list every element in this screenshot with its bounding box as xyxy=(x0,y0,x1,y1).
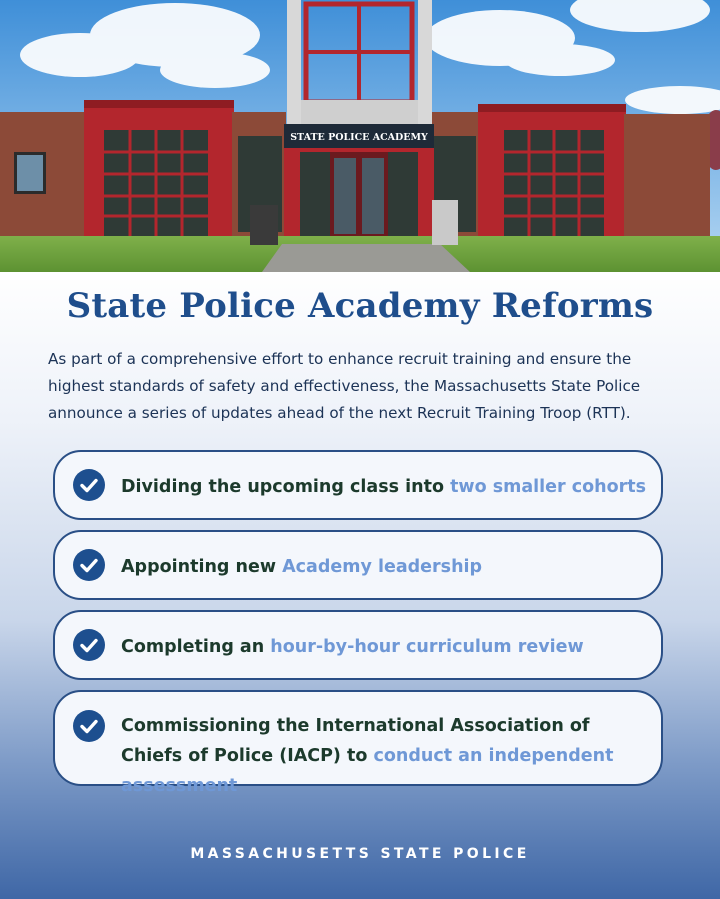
reform-item-curriculum xyxy=(53,610,663,680)
reform-highlight: hour-by-hour curriculum review xyxy=(270,637,584,657)
check-circle-icon xyxy=(73,710,105,742)
check-circle-icon xyxy=(73,469,105,501)
building-sign: STATE POLICE ACADEMY xyxy=(290,132,428,143)
reform-highlight: two smaller cohorts xyxy=(450,477,647,497)
reform-lead: Appointing new xyxy=(121,557,283,577)
intro-paragraph: As part of a comprehensive effort to enhance recruit training and ensure the highest standards of safety and effectiveness, the Massachusetts State Police announce a series of updates ahead of the next Recruit Training Troop (RTT). xyxy=(48,350,641,422)
academy-building-photo xyxy=(0,0,720,272)
reform-text xyxy=(121,472,647,502)
reform-item-assessment xyxy=(53,690,663,796)
check-circle-icon xyxy=(73,549,105,581)
reform-lead: Commissioning the International Association of Chiefs of Police (IACP) to xyxy=(121,716,590,766)
reform-text xyxy=(121,552,647,582)
check-circle-icon xyxy=(73,629,105,661)
reform-lead: Completing an xyxy=(121,637,271,657)
reform-lead: Dividing the upcoming class into xyxy=(121,477,451,497)
reform-text xyxy=(121,711,647,801)
reform-text xyxy=(121,632,647,662)
reform-item-leadership xyxy=(53,530,663,600)
reform-highlight: Academy leadership xyxy=(282,557,483,577)
page-title: State Police Academy Reforms xyxy=(66,286,654,326)
footer-agency-name: MASSACHUSETTS STATE POLICE xyxy=(190,846,530,862)
reform-item-cohorts xyxy=(53,450,663,520)
reform-highlight: conduct an independent assessment xyxy=(121,746,614,796)
